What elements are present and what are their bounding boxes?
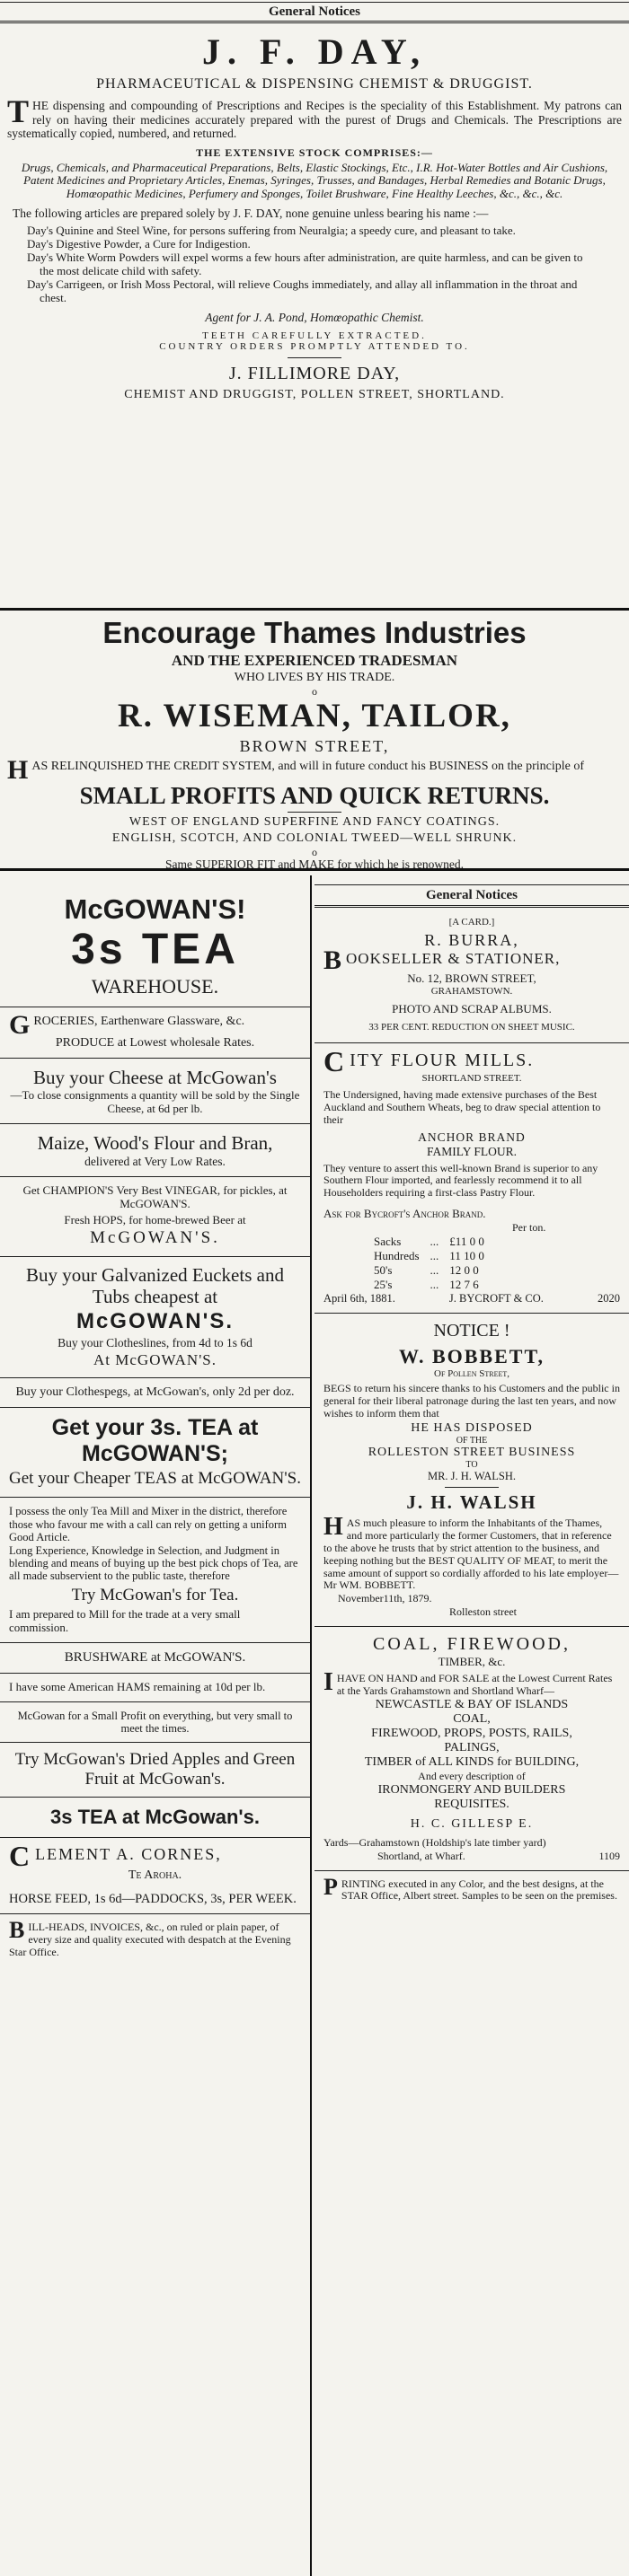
coatings-line: WEST OF ENGLAND SUPERFINE AND FANCY COATINGS.: [128, 815, 501, 829]
divider: [288, 812, 341, 813]
walsh-body-text: AS much pleasure to inform the Inhabitants of the Thames, and more particularly the former Customers, that in reference to the above he trusts that by strict attention to the business, and keeping nothing but the BEST QUALITY OF MEAT, to merit the same amount of support so cordially afforded to his late employer—Mr WM. BOBBETT.: [323, 1517, 619, 1592]
mcgowans-line: McGOWAN'S.: [75, 1309, 235, 1334]
hops-line: Fresh HOPS, for home-brewed Beer at: [64, 1212, 246, 1226]
family-line: FAMILY FLOUR.: [427, 1144, 517, 1158]
drop-cap: C: [323, 1044, 347, 1077]
cornes-line: [0, 1839, 310, 1872]
tea-footer: 3s TEA at McGowan's.: [49, 1805, 261, 1828]
sign-address: CHEMIST AND DRUGGIST, POLLEN STREET, SHORTLAND.: [124, 387, 505, 401]
fit-line: Same SUPERIOR FIT and MAKE for which he is renowned.: [165, 857, 464, 871]
day-advert: [0, 0, 629, 611]
bookseller-text: OOKSELLER & STATIONER,: [346, 950, 561, 967]
experience-text: Long Experience, Knowledge in Selection, and Judgment in blending and means of buying up the best pick chops of Tea, are all made subservient to the public taste, therefore: [9, 1543, 298, 1583]
intro-text: HE dispensing and compounding of Prescriptions and Recipes is the speciality of this Establishment. My patrons can rely on having their medicines accurately prepared with the purest of Drugs and Chemicals. The Prescriptions are systematically copied, numbered, and returned.: [7, 99, 622, 141]
drop-cap: G: [9, 1010, 31, 1040]
prepared-line: I am prepared to Mill for the trade at a very small commission.: [9, 1606, 241, 1634]
at-mcgowans-line: At McGOWAN'S.: [93, 1351, 217, 1369]
mcgowans-line: McGOWAN'S.: [90, 1227, 220, 1247]
day-intro: [0, 93, 629, 141]
table-row: [368, 1249, 490, 1263]
right-column: [314, 875, 629, 2576]
undersigned-text: The Undersigned, having made extensive purchases of the Best Auckland and Southern Wheats, beg to draw special attention to their: [323, 1088, 601, 1126]
wiseman-street: BROWN STREET,: [239, 737, 390, 755]
row-name: 25's: [374, 1278, 393, 1292]
divider: [0, 868, 629, 871]
to-line: TO: [465, 1460, 478, 1471]
walsh-to-line: MR. J. H. WALSH.: [427, 1470, 517, 1483]
burra-address: No. 12, BROWN STREET,: [407, 971, 536, 985]
reduction-line: 33 PER CENT. REDUCTION ON SHEET MUSIC.: [368, 1022, 575, 1033]
mill-text: I possess the only Tea Mill and Mixer in the district, therefore those who favour me with a call can rely on getting a uniform Good Article.: [9, 1505, 288, 1544]
day-item: Day's Digestive Powder, a Cure for Indigestion.: [27, 236, 251, 251]
disposed-line: HE HAS DISPOSED: [411, 1421, 533, 1436]
coal-body-text: HAVE ON HAND and FOR SALE at the Lowest Current Rates at the Yards Grahamstown and Shortland Wharf—: [336, 1672, 613, 1697]
walsh-body: [314, 1513, 629, 1592]
prepared-text: The following articles are prepared solely by J. F. DAY, none genuine unless bearing his name :—: [13, 207, 489, 221]
table-row: [368, 1235, 490, 1249]
begs-text: BEGS to return his sincere thanks to his Customers and the public in general for their liberal patronage during the last ten years, and now wishes to inform them that: [323, 1382, 620, 1420]
printing-line: [314, 1873, 629, 1903]
agent-line: Agent for J. A. Pond, Homœopathic Chemist.: [205, 310, 424, 324]
day-title: J. F. DAY,: [201, 31, 428, 72]
wiseman-body: [0, 755, 629, 785]
bills-line: [0, 1917, 310, 1958]
two-column-area: [0, 875, 629, 2576]
apples-line: Try McGowan's Dried Apples and Green Fruit at McGowan's.: [14, 1750, 296, 1789]
card-label: [A CARD.]: [448, 917, 495, 928]
mcgowans-title: McGOWAN'S!: [64, 893, 246, 925]
flour-price-table: [368, 1235, 490, 1292]
aroha-line: Te Aroha.: [128, 1868, 182, 1882]
ask-line: Ask for Bycroft's Anchor Brand.: [323, 1207, 486, 1221]
divider: [288, 357, 341, 358]
tea-headline: 3s TEA: [71, 926, 239, 973]
walsh-name: J. H. WALSH: [406, 1491, 537, 1514]
notice-heading: NOTICE !: [433, 1321, 510, 1341]
row-price: 11 10 0: [449, 1249, 484, 1263]
drop-cap: I: [323, 1668, 333, 1697]
row-price: £11 0 0: [449, 1235, 484, 1249]
drop-cap: B: [323, 945, 343, 975]
brushware-line: BRUSHWARE at McGOWAN'S.: [64, 1649, 246, 1665]
city-line: [314, 1044, 629, 1077]
wiseman-sub1: AND THE EXPERIENCED TRADESMAN: [171, 652, 458, 669]
palings-line: PALINGS,: [444, 1740, 500, 1754]
newcastle-line: NEWCASTLE & BAY OF ISLANDS: [375, 1697, 569, 1711]
ad-number: 1109: [598, 1849, 620, 1862]
bobbett-name: W. BOBBETT,: [398, 1345, 545, 1368]
row-price: 12 7 6: [449, 1278, 479, 1292]
cheese-line: Buy your Cheese at McGowan's: [33, 1067, 277, 1088]
mcgowans-advert: [0, 875, 312, 2576]
teeth-line: TEETH CAREFULLY EXTRACTED.: [202, 330, 427, 341]
row-name: Hundreds: [374, 1249, 420, 1263]
table-row: [368, 1263, 490, 1278]
wharf-line: Shortland, at Wharf.: [377, 1849, 465, 1862]
ad-number: 2020: [598, 1292, 620, 1306]
stock-list: Drugs, Chemicals, and Pharmaceutical Preparations, Belts, Elastic Stockings, Etc., I.R. Hot-Water Bottles and Air Cushions, Patent Medicines and Proprietary Articles, Enemas, Syringes, Trusses, and Bandages, Herbal Remedies and Botanic Drugs, Homœopathic Medicines, Perfumery and Sponges, Toilet Brushware, Fine Healthy Leeches, &c., &c., &c.: [21, 160, 608, 201]
coal-heading: COAL, FIREWOOD,: [373, 1634, 571, 1655]
stock-heading: THE EXTENSIVE STOCK COMPRISES:—: [196, 145, 433, 159]
row-price: 12 0 0: [449, 1263, 479, 1278]
cornes-text: LEMENT A. CORNES,: [35, 1844, 222, 1863]
row-dots: ...: [430, 1263, 439, 1278]
wiseman-advert: [0, 611, 629, 871]
warehouse-line: WAREHOUSE.: [91, 975, 219, 998]
clotheslines-line: Buy your Clotheslines, from 4d to 1s 6d: [58, 1336, 252, 1350]
profit-line: McGowan for a Small Profit on everything, but very small to meet the times.: [17, 1709, 293, 1735]
per-ton: Per ton.: [512, 1221, 546, 1235]
maize-sub: delivered at Very Low Rates.: [84, 1154, 226, 1168]
groceries-line: [0, 1010, 310, 1040]
shortland-line: SHORTLAND STREET.: [421, 1073, 522, 1085]
gillesp-name: H. C. GILLESP E.: [410, 1816, 534, 1831]
ornament: o: [312, 846, 317, 858]
wharf-footer: [314, 1850, 629, 1863]
burra-name: R. BURRA,: [424, 931, 519, 949]
groceries-text: ROCERIES, Earthenware Glassware, &c.: [33, 1015, 245, 1028]
table-row: [368, 1278, 490, 1292]
bills-text: ILL-HEADS, INVOICES, &c., on ruled or plain paper, of every size and quality executed with despatch at the Evening Star Office.: [9, 1921, 291, 1958]
drop-cap: C: [9, 1839, 32, 1872]
bookseller-line: [314, 945, 629, 975]
coal2-line: COAL,: [453, 1711, 491, 1726]
drop-cap: T: [7, 93, 30, 129]
day-subtitle: PHARMACEUTICAL & DISPENSING CHEMIST & DRUGGIST.: [96, 76, 533, 92]
day-item: Day's Carrigeen, or Irish Moss Pectoral, will relieve Coughs immediately, and allay all inflammation in the throat and chest.: [27, 277, 578, 304]
section-header: General Notices: [425, 888, 518, 902]
tweed-line: ENGLISH, SCOTCH, AND COLONIAL TWEED—WELL SHRUNK.: [111, 831, 518, 845]
maize-line: Maize, Wood's Flour and Bran,: [37, 1131, 273, 1154]
printing-text: RINTING executed in any Color, and the best designs, at the STAR Office, Albert street. Samples to be seen on the premises.: [341, 1877, 617, 1903]
section-header: General Notices: [268, 4, 361, 19]
vinegar-line: Get CHAMPION'S Very Best VINEGAR, for pickles, at McGOWAN'S.: [22, 1182, 288, 1210]
buckets-line: Buy your Galvanized Euckets and Tubs cheapest at: [26, 1263, 284, 1307]
wiseman-headline: Encourage Thames Industries: [102, 616, 527, 649]
row-dots: ...: [430, 1235, 439, 1249]
wiseman-body-text: AS RELINQUISHED THE CREDIT SYSTEM, and will in future conduct his BUSINESS on the principle of: [31, 760, 585, 773]
every-line: And every description of: [418, 1769, 526, 1782]
wiseman-name: R. WISEMAN, TAILOR,: [118, 698, 511, 734]
produce-line: PRODUCE at Lowest wholesale Rates.: [55, 1036, 255, 1050]
of-the-line: OF THE: [456, 1436, 488, 1446]
row-name: Sacks: [374, 1235, 402, 1249]
sign-name: J. FILLIMORE DAY,: [228, 363, 401, 383]
bycroft-footer: [314, 1292, 629, 1306]
wiseman-slogan: SMALL PROFITS AND QUICK RETURNS.: [79, 782, 550, 809]
date-line: April 6th, 1881.: [323, 1292, 395, 1306]
pollen-line: Of Pollen Street,: [434, 1368, 509, 1380]
burra-town: GRAHAMSTOWN.: [430, 986, 513, 997]
get-tea-line: Get your 3s. TEA at McGOWAN'S;: [51, 1415, 259, 1466]
row-name: 50's: [374, 1263, 393, 1278]
req-line: REQUISITES.: [434, 1797, 509, 1811]
timber2-line: TIMBER of ALL KINDS for BUILDING,: [364, 1754, 580, 1769]
row-dots: ...: [430, 1278, 439, 1292]
coal-body: [314, 1668, 629, 1698]
venture-text: They venture to assert this well-known Brand is superior to any Southern Flour imported, and fearlessly recommend it to all Householders requiring a first-class Pastry Flour.: [323, 1161, 598, 1200]
iron-line: IRONMONGERY AND BUILDERS: [377, 1782, 566, 1797]
cheaper-line: Get your Cheaper TEAS at McGOWAN'S.: [9, 1468, 301, 1488]
photo-line: PHOTO AND SCRAP ALBUMS.: [392, 1002, 552, 1015]
props-line: FIREWOOD, PROPS, POSTS, RAILS,: [371, 1726, 572, 1740]
try-line: Try McGowan's for Tea.: [71, 1585, 239, 1605]
day-item: Day's White Worm Powders will expel worms a few hours after administration, are quite harmless, and can be given to the most delicate child with safety.: [27, 250, 583, 277]
nov-line: November11th, 1879.: [338, 1592, 432, 1605]
day-items: [0, 224, 629, 305]
drop-cap: P: [323, 1873, 338, 1900]
timber-line: TIMBER, &c.: [438, 1655, 506, 1669]
bycroft-sign: J. BYCROFT & CO.: [448, 1292, 544, 1306]
rolleston-street-line: Rolleston street: [449, 1605, 517, 1619]
country-line: COUNTRY ORDERS PROMPTLY ATTENDED TO.: [159, 340, 470, 352]
row-dots: ...: [430, 1249, 439, 1263]
drop-cap: H: [7, 755, 29, 785]
pegs-line: Buy your Clothespegs, at McGowan's, only 2d per doz.: [15, 1385, 295, 1400]
rolleston-line: ROLLESTON STREET BUSINESS: [368, 1446, 576, 1460]
horse-line: HORSE FEED, 1s 6d—PADDOCKS, 3s, PER WEEK.: [9, 1891, 297, 1906]
wiseman-sub2: WHO LIVES BY HIS TRADE.: [234, 671, 395, 684]
day-item: Day's Quinine and Steel Wine, for persons suffering from Neuralgia; a speedy cure, and pleasant to take.: [27, 223, 516, 237]
city-text: ITY FLOUR MILLS.: [350, 1050, 535, 1070]
ornament: o: [312, 685, 317, 698]
anchor-line: ANCHOR BRAND: [418, 1130, 526, 1144]
drop-cap: H: [323, 1513, 343, 1542]
yards-line: Yards—Grahamstown (Holdship's late timber yard): [323, 1835, 546, 1849]
hams-line: I have some American HAMS remaining at 10d per lb.: [9, 1679, 266, 1693]
drop-cap: B: [9, 1917, 25, 1944]
cheese-sub: —To close consignments a quantity will be sold by the Single Cheese, at 6d per lb.: [10, 1088, 300, 1115]
